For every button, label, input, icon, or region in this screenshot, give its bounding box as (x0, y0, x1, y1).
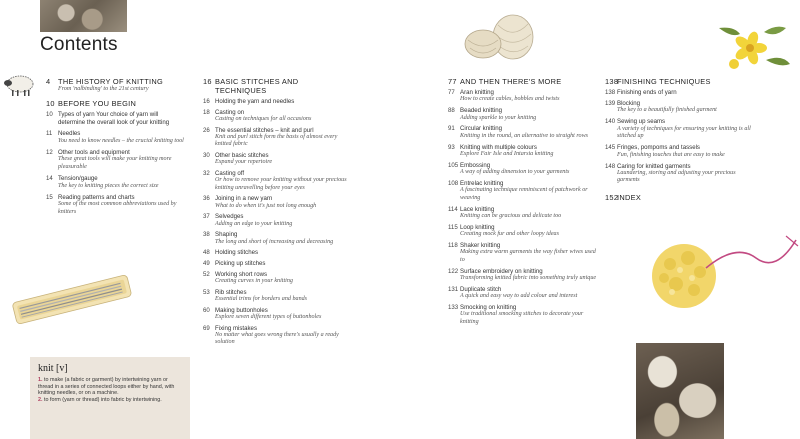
entry-body (215, 249, 351, 256)
section-heading[interactable] (448, 77, 598, 86)
entry-title: Needles (58, 130, 81, 138)
entry-page-number: 93 (448, 143, 455, 151)
entry-title: Circular knitting (460, 125, 502, 133)
contents-entry[interactable] (448, 89, 598, 104)
entry-body (460, 107, 598, 122)
entry-page-number: 60 (203, 306, 210, 314)
entry-body (617, 163, 755, 185)
contents-entry[interactable] (448, 206, 598, 221)
entry-title: Working short rows (215, 270, 268, 278)
entry-description: Essential trims for borders and bands (215, 296, 308, 302)
entry-description: How to create cables, bobbles and twists (460, 96, 560, 103)
entry-description: The key to a beautifully finished garment (617, 107, 717, 114)
entry-page-number: 53 (203, 288, 210, 296)
yarn-skeins-illustration (458, 10, 538, 65)
entry-description: Knitting in the round, an alternative to straight rows (460, 132, 589, 139)
contents-entry[interactable] (46, 130, 186, 145)
entry-body (215, 127, 351, 149)
definition-number-2: 2. (38, 396, 43, 403)
entry-body (215, 325, 351, 347)
entry-body (460, 206, 598, 221)
entry-body (460, 268, 598, 283)
entry-title: Beaded knitting (460, 107, 503, 115)
contents-entry[interactable] (605, 89, 755, 96)
entry-title: Shaker knitting (460, 242, 501, 250)
entry-description: Transforming knitted fabric into something truly unique (460, 275, 597, 282)
contents-entry[interactable] (448, 180, 598, 202)
entry-title: Finishing ends of yarn (617, 89, 677, 96)
section-heading[interactable] (605, 193, 755, 202)
entry-title: Fringes, pompoms and tassels (617, 144, 700, 152)
contents-entry[interactable] (203, 249, 351, 256)
entry-body (617, 118, 755, 140)
section-heading[interactable] (46, 99, 186, 108)
entry-title: Holding the yarn and needles (215, 98, 295, 105)
entry-title: Loop knitting (460, 223, 495, 231)
entry-title: The essential stitches – knit and purl (215, 126, 314, 134)
needle-case-illustration (5, 275, 135, 325)
entry-page-number: 12 (46, 149, 53, 157)
contents-entry[interactable] (605, 163, 755, 185)
entry-body (460, 180, 598, 202)
entry-page-number: 133 (448, 304, 459, 312)
entry-page-number: 108 (448, 180, 459, 188)
entry-page-number: 88 (448, 107, 455, 115)
entry-page-number: 139 (605, 100, 616, 107)
yarn-bundle-photo (636, 343, 724, 439)
entry-title: Surface embroidery on knitting (460, 267, 543, 275)
knit-definition-box (30, 357, 190, 439)
entry-title: Shaping (215, 231, 238, 239)
entry-page-number: 114 (448, 205, 458, 213)
section-page-number: 77 (448, 77, 457, 86)
entry-title: Reading patterns and charts (58, 194, 135, 202)
entry-page-number: 140 (605, 118, 616, 126)
contents-entry[interactable] (203, 307, 351, 322)
contents-entry[interactable] (203, 213, 351, 228)
entry-title: Blocking (617, 100, 641, 107)
section-title: INDEX (617, 192, 642, 202)
entry-title: Fixing mistakes (215, 324, 257, 332)
contents-entry[interactable] (203, 152, 351, 167)
entry-page-number: 148 (605, 162, 616, 170)
entry-description: A quick and easy way to add colour and interest (460, 293, 578, 300)
section-title: BEFORE YOU BEGIN (58, 99, 137, 109)
section-heading[interactable] (605, 77, 755, 86)
contents-entry[interactable] (448, 268, 598, 283)
definition-number-1: 1. (38, 377, 43, 383)
contents-entry[interactable] (448, 162, 598, 177)
entry-body (215, 109, 351, 124)
entry-body (460, 304, 598, 326)
entry-body (58, 175, 186, 190)
contents-entry[interactable] (46, 194, 186, 216)
entry-title: Embossing (460, 161, 491, 169)
entry-title: Joining in a new yarn (215, 195, 273, 203)
section-page-number: 4 (46, 77, 51, 86)
entry-description: You need to know needles – the crucial knitting tool (58, 137, 184, 144)
entry-page-number: 122 (448, 267, 459, 275)
contents-entry[interactable] (448, 304, 598, 326)
entry-title: Other basic stitches (215, 152, 269, 159)
entry-description: Knit and purl stitch form the basis of almost every knitted fabric (215, 134, 338, 148)
contents-section (448, 77, 598, 326)
entry-description: Creating mock fur and other loopy ideas (460, 231, 559, 238)
section-title: AND THEN THERE'S MORE (460, 77, 562, 86)
entry-page-number: 52 (203, 270, 210, 278)
contents-section (203, 77, 351, 347)
entry-page-number: 118 (448, 242, 458, 250)
entry-description: Adding sparkle to your knitting (460, 114, 537, 121)
entry-page-number: 36 (203, 195, 210, 203)
contents-entry[interactable] (448, 107, 598, 122)
contents-entry[interactable] (46, 111, 186, 126)
entry-body (460, 286, 598, 301)
entry-page-number: 18 (203, 108, 210, 116)
contents-section (46, 77, 186, 93)
entry-description: A way of adding dimension to your garments (460, 169, 570, 176)
definition-text-2: to form (yarn or thread) into fabric by intertwining. (44, 396, 162, 403)
section-description (46, 86, 186, 93)
entry-page-number: 37 (203, 213, 210, 221)
entry-description: Or how to remove your knitting without your precious knitting unravelling before your eyes (215, 177, 347, 191)
entry-description: Some of the most common abbreviations used by knitters (58, 201, 177, 215)
entry-page-number: 14 (46, 175, 53, 183)
entry-title: Picking up stitches (215, 260, 266, 267)
definition-text-1: to make (a fabric or garment) by intertwining yarn or thread in a series of connected loops either by hand, with knitting needles, or on a machine. (38, 377, 175, 397)
section-page-number: 138 (605, 77, 619, 86)
entry-title: Holding stitches (215, 249, 259, 257)
entry-title: Other tools and equipment (58, 149, 130, 157)
section-description-text: From 'nalbinding' to the 21st century (58, 86, 149, 92)
entry-page-number: 91 (448, 125, 455, 133)
entry-title: Tension/gauge (58, 175, 98, 183)
contents-entry[interactable] (203, 170, 351, 192)
contents-entry[interactable] (448, 144, 598, 159)
section-page-number: 152 (605, 192, 619, 202)
entry-title: Sewing up seams (617, 118, 666, 126)
contents-column-4 (605, 77, 755, 202)
entry-body (617, 100, 755, 115)
entry-description: Making extra warm garments the way fisher wives used to (460, 249, 596, 263)
entry-description: Adding an edge to your knitting (215, 220, 293, 227)
entry-page-number: 115 (448, 223, 458, 231)
entry-description: What to do when it's just not long enough (215, 202, 317, 209)
section-title: FINISHING TECHNIQUES (617, 77, 711, 86)
entry-body (215, 231, 351, 246)
entry-body (215, 271, 351, 286)
entry-page-number: 38 (203, 231, 210, 239)
entry-page-number: 105 (448, 161, 459, 169)
contents-entry[interactable] (203, 325, 351, 347)
contents-entry[interactable] (448, 286, 598, 301)
entry-description: The key to knitting pieces the correct size (58, 182, 159, 189)
entry-page-number: 11 (46, 130, 53, 138)
entry-page-number: 49 (203, 260, 210, 267)
entry-page-number: 48 (203, 249, 210, 257)
entry-description: Knitting can be gracious and delicate too (460, 213, 562, 220)
contents-column-1 (46, 77, 186, 216)
entry-description: These great tools will make your knitting more pleasurable (58, 156, 172, 170)
entry-page-number: 10 (46, 111, 53, 119)
entry-description: Laundering, storing and adjusting your precious garments (617, 170, 736, 184)
entry-description: Explore seven different types of buttonholes (215, 314, 322, 320)
contents-entry[interactable] (203, 98, 351, 105)
entry-body (215, 213, 351, 228)
contents-entry[interactable] (203, 195, 351, 210)
entry-description: A fascinating technique reminiscent of patchwork or weaving (460, 187, 588, 201)
entry-body (58, 194, 186, 216)
entry-page-number: 138 (605, 89, 616, 96)
contents-section (605, 77, 755, 185)
entry-page-number: 30 (203, 152, 210, 159)
contents-entry[interactable] (448, 125, 598, 140)
contents-entry[interactable] (605, 100, 755, 115)
contents-entry[interactable] (203, 109, 351, 124)
entry-page-number: 131 (448, 285, 459, 293)
entry-body (460, 89, 598, 104)
entry-title: Selvedges (215, 213, 244, 221)
entry-body (215, 170, 351, 192)
contents-entry[interactable] (605, 118, 755, 140)
entry-page-number: 16 (203, 98, 210, 105)
entry-body (215, 307, 351, 322)
entry-title: Caring for knitted garments (617, 162, 691, 170)
entry-body (215, 152, 351, 167)
entry-page-number: 32 (203, 170, 210, 177)
yarn-closeup-photo (40, 0, 127, 32)
contents-section (605, 193, 755, 202)
section-title: THE HISTORY OF KNITTING (58, 77, 164, 86)
knit-definition-1 (38, 377, 182, 397)
entry-body (58, 111, 186, 126)
entry-page-number: 15 (46, 194, 53, 202)
entry-body (58, 149, 186, 171)
entry-title: Lace knitting (460, 205, 495, 213)
contents-entry[interactable] (448, 242, 598, 264)
entry-body (215, 289, 351, 304)
section-page-number: 16 (203, 77, 212, 86)
entry-page-number: 145 (605, 144, 616, 152)
entry-description: No matter what goes wrong there's usually a ready solution (215, 332, 339, 346)
entry-body (460, 224, 598, 239)
entry-description: Explore Fair Isle and Intarsia knitting (460, 151, 554, 158)
entry-body (460, 242, 598, 264)
yarn-pompom-illustration (636, 228, 800, 318)
entry-body (215, 195, 351, 210)
entry-title: Casting off (215, 170, 245, 177)
entry-description: Expand your repertoire (215, 159, 273, 166)
contents-entry[interactable] (203, 271, 351, 286)
entry-body (215, 260, 351, 267)
entry-title: Smocking on knitting (460, 304, 517, 312)
contents-entry[interactable] (203, 127, 351, 149)
contents-entry[interactable] (448, 224, 598, 239)
entry-body (215, 98, 351, 105)
knit-heading: knit [v] (38, 363, 68, 374)
entry-page-number: 69 (203, 324, 210, 332)
entry-body (58, 130, 186, 145)
contents-entry[interactable] (46, 175, 186, 190)
entry-description: Casting on techniques for all occasions (215, 116, 312, 122)
entry-title: Casting on (215, 108, 245, 116)
entry-title: Duplicate stitch (460, 285, 502, 293)
contents-entry[interactable] (203, 231, 351, 246)
contents-entry[interactable] (203, 260, 351, 267)
entry-description: Fun, finishing touches that are easy to make (617, 151, 725, 158)
entry-title: Making buttonholes (215, 306, 268, 314)
entry-title: Aran knitting (460, 89, 494, 96)
entry-description: The long and short of increasing and decreasing (215, 238, 334, 245)
entry-body (617, 89, 755, 96)
entry-body (617, 144, 755, 159)
entry-body (460, 162, 598, 177)
entry-description: Creating curves in your knitting (215, 278, 293, 284)
contents-entry[interactable] (605, 144, 755, 159)
entry-title: Rib stitches (215, 288, 247, 296)
contents-entry[interactable] (203, 289, 351, 304)
contents-entry[interactable] (46, 149, 186, 171)
contents-column-3 (448, 77, 598, 326)
entry-body (460, 125, 598, 140)
entry-page-number: 26 (203, 126, 210, 134)
knit-definition-2 (38, 397, 182, 404)
entry-page-number: 77 (448, 89, 455, 96)
section-page-number: 10 (46, 99, 55, 109)
section-heading[interactable] (46, 77, 186, 86)
entry-title: Entrelac knitting (460, 180, 504, 188)
entry-description: Use traditional smocking stitches to decorate your knitting (460, 311, 584, 325)
sheep-illustration (2, 73, 38, 97)
section-title: BASIC STITCHES AND TECHNIQUES (215, 77, 299, 95)
entry-title: Types of yarn Your choice of yarn will determine the overall look of your knitting (58, 111, 170, 126)
entry-title: Knitting with multiple colours (460, 143, 537, 151)
entry-description: A variety of techniques for ensuring your knitting is all stitched up (617, 125, 751, 140)
section-heading[interactable] (203, 77, 351, 95)
yellow-flower-illustration (714, 20, 792, 76)
contents-column-2 (203, 77, 351, 347)
contents-section (46, 99, 186, 216)
entry-body (460, 144, 598, 159)
page-title: Contents (40, 34, 118, 55)
